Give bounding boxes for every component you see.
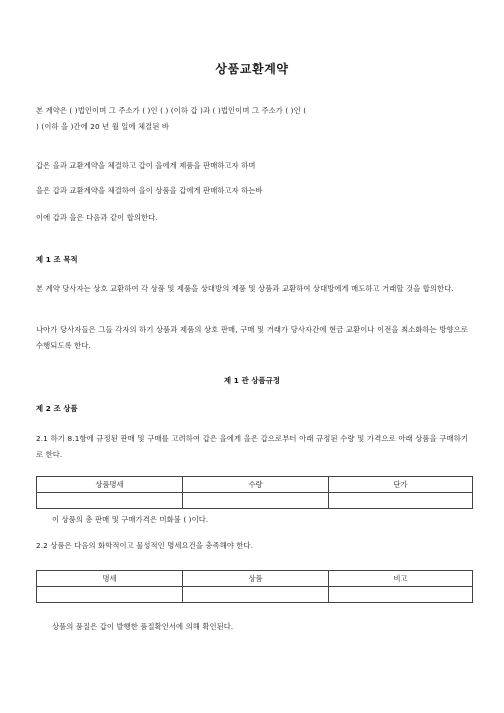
table-cell <box>37 587 183 603</box>
intro-line-1: 본 계약은 ( )법인이며 그 주소가 ( )인 ( ) (이하 갑 )과 ( )법인이며 그 주소가 ( )인 ( <box>36 106 307 115</box>
table-cell <box>183 587 329 603</box>
table-cell <box>329 493 473 509</box>
goods-spec-table <box>36 476 473 509</box>
article-1-heading: 제 1 조 목적 <box>36 255 78 264</box>
table-header-unit-price: 단가 <box>329 477 473 493</box>
article-2-heading: 제 2 조 상품 <box>36 404 78 413</box>
clause-2-2: 2.2 상품은 다음의 화학적이고 물성적인 명세요건을 충족해야 한다. <box>36 541 254 550</box>
chapter-1-heading: 제 1 관 상품규정 <box>224 376 280 385</box>
table-cell <box>329 587 473 603</box>
table-cell <box>37 493 183 509</box>
table-header-remarks: 비고 <box>329 571 473 587</box>
table-header-specification: 명세 <box>37 571 183 587</box>
clause-2-1: 2.1 하기 8.1항에 규정된 판매 및 구매를 고려하여 갑은 을에게 을은 갑으로부터 아래 규정된 수량 및 가격으로 아래 상품을 구매하기로 한다. <box>36 434 468 459</box>
specification-table <box>36 570 473 603</box>
quality-confirmation-line: 상품의 품질은 갑이 발행한 품질확인서에 의해 확인된다. <box>52 622 234 631</box>
recital-3: 이에 갑과 을은 다음과 같이 합의한다. <box>36 213 158 222</box>
table-cell <box>183 493 329 509</box>
document-title: 상품교환계약 <box>215 62 289 76</box>
total-price-line: 이 상품의 총 판매 및 구매가격은 미화불 ( )이다. <box>52 515 209 524</box>
article-1-paragraph-2: 나아가 당사자들은 그들 각자의 하기 상품과 제품의 상호 판매, 구매 및 거래가 당사자간에 현금 교환이나 이전을 최소화하는 방향으로 수행되도록 한다. <box>36 325 468 350</box>
article-1-paragraph-1: 본 계약 당사자는 상호 교환하여 각 상품 및 제품을 상대방의 제품 및 상품과 교환하여 상대방에게 매도하고 거래할 것을 합의한다. <box>36 284 454 293</box>
table-header-goods-spec: 상품명세 <box>37 477 183 493</box>
recital-1: 갑은 을과 교환계약을 체결하고 갑이 을에게 제품을 판매하고자 하며 <box>36 161 256 170</box>
table-header-quantity: 수량 <box>183 477 329 493</box>
intro-line-2: ) (이하 을 )간에 20 년 월 일에 체결된 바 <box>36 122 170 131</box>
table-header-goods: 상품 <box>183 571 329 587</box>
recital-2: 을은 갑과 교환계약을 체결하여 을이 상품을 갑에게 판매하고자 하는바 <box>36 186 263 195</box>
